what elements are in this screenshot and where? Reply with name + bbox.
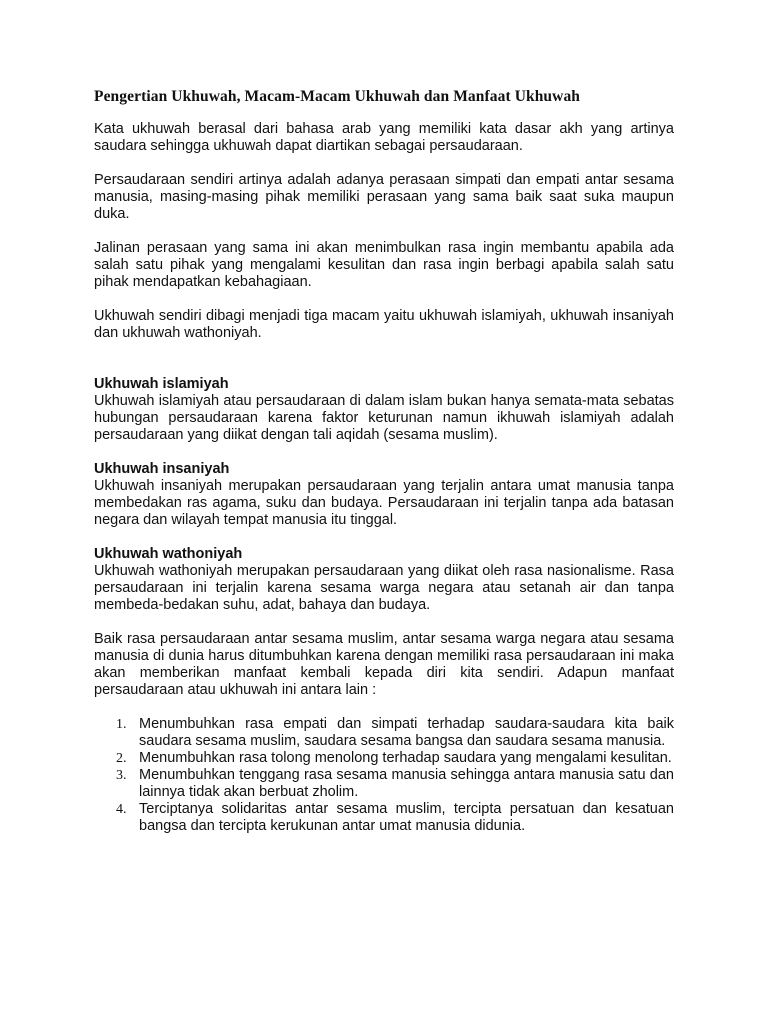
- list-number: 2.: [116, 751, 127, 766]
- document-page: [94, 88, 674, 835]
- closing-paragraph: Baik rasa persaudaraan antar sesama muslim, antar sesama warga negara atau sesama manusia di dunia harus ditumbuhkan karena dengan memiliki rasa persaudaraan ini maka akan memberikan manfaat kembali kepada diri kita sendiri. Adapun manfaat persaudaraan atau ukhuwah ini antara lain :: [94, 631, 674, 698]
- list-item: [94, 767, 674, 801]
- section-body: Ukhuwah islamiyah atau persaudaraan di dalam islam bukan hanya semata-mata sebatas hubungan persaudaraan karena faktor keturunan namun ikhuwah islamiyah adalah persaudaraan yang diikat dengan tali aqidah (sesama muslim).: [94, 393, 674, 443]
- list-text: Terciptanya solidaritas antar sesama muslim, tercipta persatuan dan kesatuan bangsa dan tercipta kerukunan antar umat manusia didunia.: [139, 801, 674, 834]
- list-number: 3.: [116, 768, 127, 783]
- list-number: 1.: [116, 717, 127, 732]
- list-item: [94, 716, 674, 750]
- intro-paragraph-4: Ukhuwah sendiri dibagi menjadi tiga macam yaitu ukhuwah islamiyah, ukhuwah insaniyah dan ukhuwah wathoniyah.: [94, 308, 674, 341]
- list-text: Menumbuhkan rasa tolong menolong terhadap saudara yang mengalami kesulitan.: [139, 750, 672, 766]
- section-heading: Ukhuwah wathoniyah: [94, 546, 243, 562]
- section-islamiyah: [94, 376, 674, 444]
- list-item: [94, 801, 674, 835]
- intro-paragraph-2: Persaudaraan sendiri artinya adalah adanya perasaan simpati dan empati antar sesama manusia, masing-masing pihak memiliki perasaan yang sama baik saat suka maupun duka.: [94, 172, 674, 222]
- list-text: Menumbuhkan rasa empati dan simpati terhadap saudara-saudara kita baik saudara sesama muslim, saudara sesama bangsa dan saudara sesama manusia.: [139, 716, 674, 749]
- section-body: Ukhuwah insaniyah merupakan persaudaraan yang terjalin antara umat manusia tanpa membedakan ras agama, suku dan budaya. Persaudaraan ini terjalin tanpa ada batasan negara dan wilayah tempat manusia itu tinggal.: [94, 478, 674, 528]
- section-wathoniyah: [94, 546, 674, 614]
- section-heading: Ukhuwah islamiyah: [94, 376, 229, 392]
- list-text: Menumbuhkan tenggang rasa sesama manusia sehingga antara manusia satu dan lainnya tidak akan berbuat zholim.: [139, 767, 674, 800]
- list-number: 4.: [116, 802, 127, 817]
- list-item: [94, 750, 674, 767]
- section-insaniyah: [94, 461, 674, 529]
- document-title: Pengertian Ukhuwah, Macam-Macam Ukhuwah dan Manfaat Ukhuwah: [94, 88, 581, 105]
- intro-paragraph-3: Jalinan perasaan yang sama ini akan menimbulkan rasa ingin membantu apabila ada salah satu pihak yang mengalami kesulitan dan rasa ingin berbagi apabila salah satu pihak mendapatkan kebahagiaan.: [94, 240, 674, 290]
- section-heading: Ukhuwah insaniyah: [94, 461, 230, 477]
- spacer: [94, 359, 674, 376]
- section-body: Ukhuwah wathoniyah merupakan persaudaraan yang diikat oleh rasa nasionalisme. Rasa persaudaraan ini terjalin karena sesama warga negara atau setanah air dan tanpa membeda-bedakan suhu, adat, bahaya dan budaya.: [94, 563, 674, 613]
- intro-paragraph-1: Kata ukhuwah berasal dari bahasa arab yang memiliki kata dasar akh yang artinya saudara sehingga ukhuwah dapat diartikan sebagai persaudaraan.: [94, 121, 674, 154]
- benefits-list: [94, 716, 674, 835]
